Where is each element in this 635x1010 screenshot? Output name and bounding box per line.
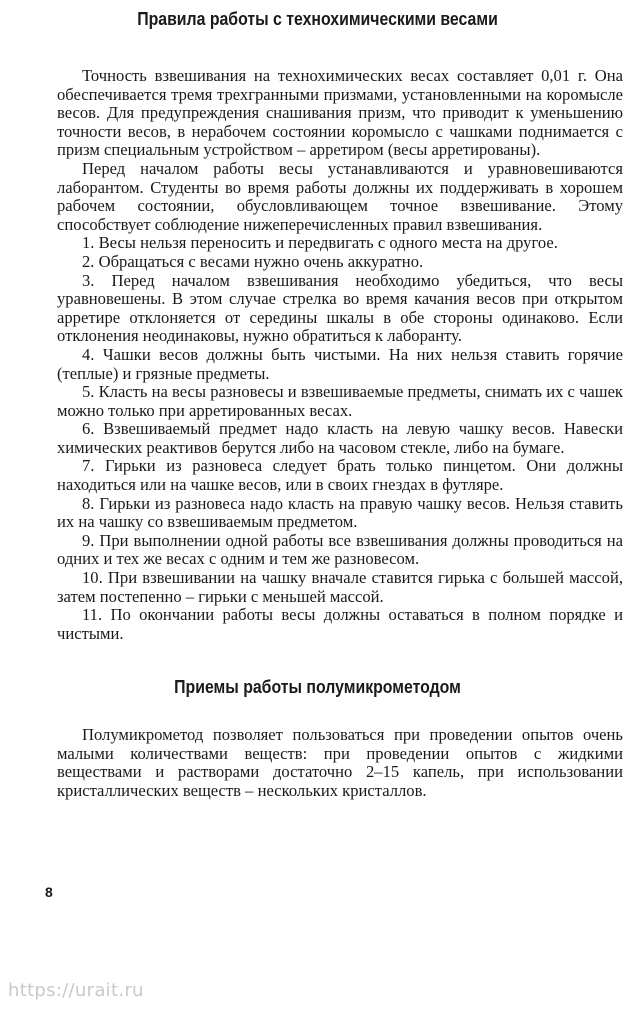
rule-item: 7. Гирьки из разновеса следует брать только пинцетом. Они должны находиться или на чашке весов, или в своих гнездах в футляре. [57,456,623,495]
rule-item: 4. Чашки весов должны быть чистыми. На них нельзя ставить горячие (теплые) и грязные предметы. [57,344,623,383]
section-body-semimicro-method [57,726,623,800]
rule-item: 10. При взвешивании на чашку вначале ставится гирька с большей массой, затем постепенно – гирьки с меньшей массой. [57,568,623,606]
paragraph: Полумикрометод позволяет пользоваться при проведении опытов очень малыми количествами веществ: при проведении опытов с жидкими веществами и растворами достаточно 2–15 капель, при использовании кристаллических веществ – нескольких кристаллов. [57,725,623,800]
section-heading-semimicro-method: Приемы работы полумикрометодом [174,677,461,697]
section-body-weighing-rules [57,67,623,643]
rule-item: 6. Взвешиваемый предмет надо класть на левую чашку весов. Навески химических реактивов берутся либо на часовом стекле, либо на бумаге. [57,419,623,457]
rule-item: 9. При выполнении одной работы все взвешивания должны проводиться на одних и тех же весах с одним и тем же разновесом. [57,530,623,569]
page-number: 8 [45,884,53,900]
rule-item: 5. Класть на весы разновесы и взвешиваемые предметы, снимать их с чашек можно только при арретированных весах. [57,382,623,420]
rule-item: 1. Весы нельзя переносить и передвигать с одного места на другое. [82,233,558,253]
section-heading-weighing-rules: Правила работы с технохимическими весами [137,9,498,29]
rule-item: 8. Гирьки из разновеса надо класть на правую чашку весов. Нельзя ставить их на чашку со взвешиваемым предметом. [57,493,623,532]
paragraph: Перед началом работы весы устанавливаются и уравновешиваются лаборантом. Студенты во время работы должны их поддерживать в хорошем рабочем состоянии, обусловливающем точное взвешивание. Этому способствует соблюдение нижеперечисленных правил взвешивания. [57,158,623,234]
rule-item: 11. По окончании работы весы должны оставаться в полном порядке и чистыми. [57,605,623,643]
rule-item: 3. Перед началом взвешивания необходимо убедиться, что весы уравновешены. В этом случае стрелка во время качания весов при открытом арретире отклоняется от середины шкалы в обе стороны одинаково. Если отклонения неодинаковы, нужно обратиться к лаборанту. [57,270,623,346]
rule-item: 2. Обращаться с весами нужно очень аккуратно. [82,251,424,271]
watermark-url: https://urait.ru [8,980,144,1001]
paragraph: Точность взвешивания на технохимических весах составляет 0,01 г. Она обеспечивается тремя трехгранными призмами, установленными на коромысле весов. Для предупреждения снашивания призм, что приводит к уменьшению точности весов, в нерабочем состоянии коромысло с чашками поднимается с призм специальным устройством – арретиром (весы арретированы). [57,66,623,160]
